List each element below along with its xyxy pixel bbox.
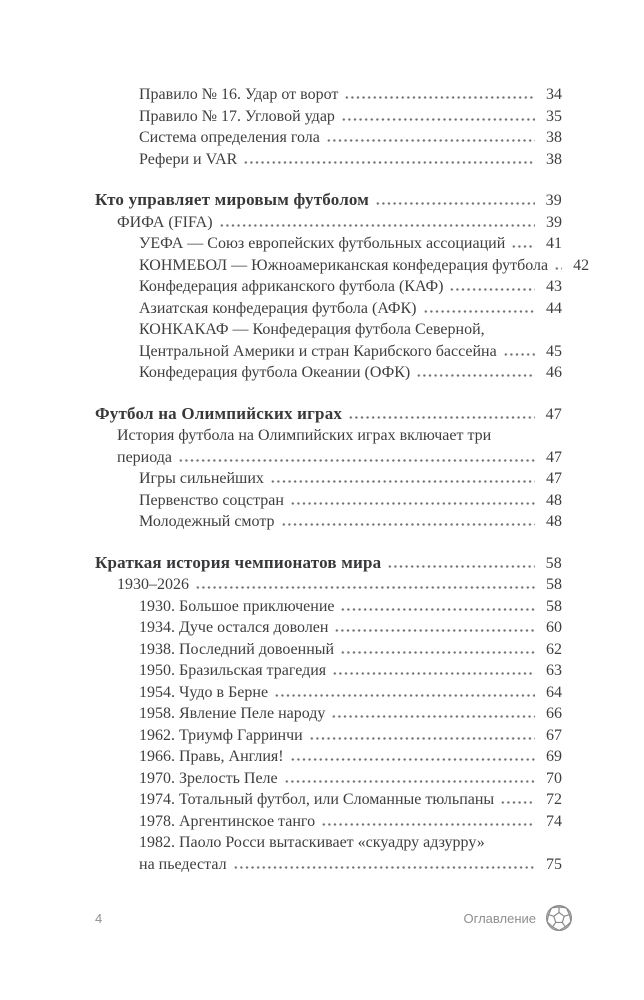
toc-entry-title: Конфедерация африканского футбола (КАФ) [139,278,444,295]
toc-entry-page: 41 [546,235,562,252]
toc-entry-title: УЕФА — Союз европейских футбольных ассоциаций [139,235,506,252]
toc-entry [95,255,590,277]
dot-leader [270,480,535,483]
toc-entry [95,811,562,833]
toc-entry-title: Молодежный смотр [139,513,275,530]
toc-entry [95,84,562,106]
dot-leader [340,608,535,611]
toc-entry-page: 47 [545,405,562,423]
toc-entry-page: 58 [546,597,562,615]
toc-entry-title: Система определения гола [139,129,320,146]
dot-leader [334,629,535,632]
toc-entry-title: 1974. Тотальный футбол, или Сломанные тюльпаны [139,791,495,808]
toc-entry [95,746,562,768]
toc-entry [95,362,562,384]
toc-entry-title: ФИФА (FIFA) [117,213,213,231]
toc-entry-title: История футбола на Олимпийских играх включает три [117,427,492,444]
toc-entry [95,660,562,682]
dot-leader [500,801,535,804]
toc-entry [95,189,562,212]
dot-leader [178,459,535,462]
toc-entry-page: 39 [545,192,562,209]
toc-entry-page: 70 [546,769,562,787]
toc-entry-page: 66 [546,705,562,722]
toc-entry [95,403,562,426]
toc-entry-page: 34 [546,86,562,103]
dot-leader [332,672,535,675]
toc-entry [95,832,562,854]
toc-entry-page: 72 [546,791,562,808]
dot-leader [290,502,535,505]
toc-entry-title: на пьедестал [139,855,227,873]
toc-entry [95,425,562,447]
toc-entry [95,212,562,234]
toc-entry-title: Футбол на Олимпийских играх [95,403,343,423]
toc-entry [95,106,562,128]
toc-entry [95,490,562,512]
toc-entry-page: 58 [545,554,562,572]
dot-leader [219,224,535,227]
dot-leader [511,245,535,248]
soccer-ball-icon [545,904,573,932]
dot-leader [344,96,535,99]
dot-leader [281,523,535,526]
toc-entry-title: 1954. Чудо в Берне [139,683,269,701]
toc-entry-page: 38 [546,150,562,168]
dot-leader [326,139,535,142]
toc-entry [95,854,562,876]
dot-leader [233,866,535,869]
toc-entry-title: 1934. Дуче остался доволен [139,619,329,636]
toc-entry-page: 47 [546,448,562,466]
toc-entry [95,725,562,747]
toc-entry-title: Правило № 17. Угловой удар [139,107,335,125]
toc-entry-title: Кто управляет мировым футболом [95,190,370,209]
toc-entry-title: Рефери и VAR [139,150,238,168]
toc-entry-page: 63 [546,662,562,679]
toc-entry-title: Правило № 16. Удар от ворот [139,86,339,103]
dot-leader [290,758,535,761]
dot-leader [375,202,535,205]
toc-entry [95,574,562,596]
dot-leader [423,310,535,313]
toc-entry-page: 67 [546,726,562,744]
toc-entry [95,682,562,704]
toc-entry-page: 64 [546,683,562,701]
toc-entry-page: 39 [546,213,562,231]
toc-entry-page: 47 [546,470,562,487]
dot-leader [274,694,535,697]
toc-entry [95,617,562,639]
toc-entry-page: 48 [546,513,562,530]
toc-entry [95,319,562,341]
toc-entry-page: 43 [546,278,562,295]
dot-leader [503,353,535,356]
toc-entry-page: 48 [546,491,562,509]
dot-leader [348,416,535,419]
toc-entry-page: 74 [546,812,562,830]
page-footer [95,903,573,933]
toc-entry-page: 38 [546,129,562,146]
toc-entry [95,276,562,298]
toc-entry [95,341,562,363]
toc-entry-title: 1962. Триумф Гарринчи [139,726,303,744]
dot-leader [309,737,535,740]
page-number: 4 [95,910,103,926]
toc-entry-title: Первенство соцстран [139,491,284,509]
dot-leader [243,161,535,164]
dot-leader [341,118,535,121]
dot-leader [195,586,535,589]
toc-entry-title: Азиатская конфедерация футбола (АФК) [139,299,417,317]
toc-entry-title: 1966. Правь, Англия! [139,748,284,765]
toc-entry [95,127,562,149]
toc-entry-title: 1978. Аргентинское танго [139,812,316,830]
dot-leader [554,267,562,270]
toc-entry-title: 1930. Большое приключение [139,597,335,615]
toc-entry-title: КОНМЕБОЛ — Южноамериканская конфедерация футбола [139,256,549,274]
toc-entry [95,468,562,490]
toc-entry-title: КОНКАКАФ — Конфедерация футбола Северной, [139,321,485,338]
toc-entry-title: 1982. Паоло Росси вытаскивает «скуадру адзурру» [139,834,485,851]
toc-entry [95,447,562,469]
toc-entry-page: 62 [546,640,562,658]
toc-entry [95,511,562,533]
toc-entry-title: 1970. Зрелость Пеле [139,769,278,787]
toc-entry-page: 42 [573,256,590,274]
toc-entry-page: 69 [546,748,562,765]
toc-entry [95,298,562,320]
dot-leader [416,374,535,377]
toc-entry [95,552,562,575]
footer-section-label: Оглавление [463,910,536,926]
toc-entry [95,149,562,171]
toc-entry-title: Центральной Америки и стран Карибского бассейна [139,342,497,360]
toc-entry [95,789,562,811]
toc-entry-page: 35 [546,107,562,125]
dot-leader [449,288,535,291]
dot-leader [340,651,535,654]
toc-entry [95,768,562,790]
dot-leader [387,565,535,568]
toc-entry-page: 45 [546,342,562,360]
toc-entry-page: 75 [546,855,562,873]
toc-entry [95,233,562,255]
dot-leader [284,780,535,783]
toc-entry-title: 1950. Бразильская трагедия [139,662,327,679]
toc-entry-page: 44 [546,299,562,317]
toc-entry-page: 58 [546,576,562,593]
toc-entry-title: периода [117,448,173,466]
toc-entry [95,596,562,618]
toc-entry [95,703,562,725]
toc-entry-page: 60 [546,619,562,636]
toc-entry-title: Краткая история чемпионатов мира [95,552,382,572]
toc-entry [95,639,562,661]
footer-section [464,904,573,932]
toc-entry-page: 46 [546,364,562,381]
dot-leader [321,823,535,826]
dot-leader [331,715,535,718]
toc-entry-title: 1958. Явление Пеле народу [139,705,326,722]
toc-list [95,84,590,875]
toc-entry-title: 1938. Последний довоенный [139,640,335,658]
toc-entry-title: Игры сильнейших [139,470,264,487]
toc-entry-title: 1930–2026 [117,576,189,593]
toc-entry-title: Конфедерация футбола Океании (ОФК) [139,364,411,381]
